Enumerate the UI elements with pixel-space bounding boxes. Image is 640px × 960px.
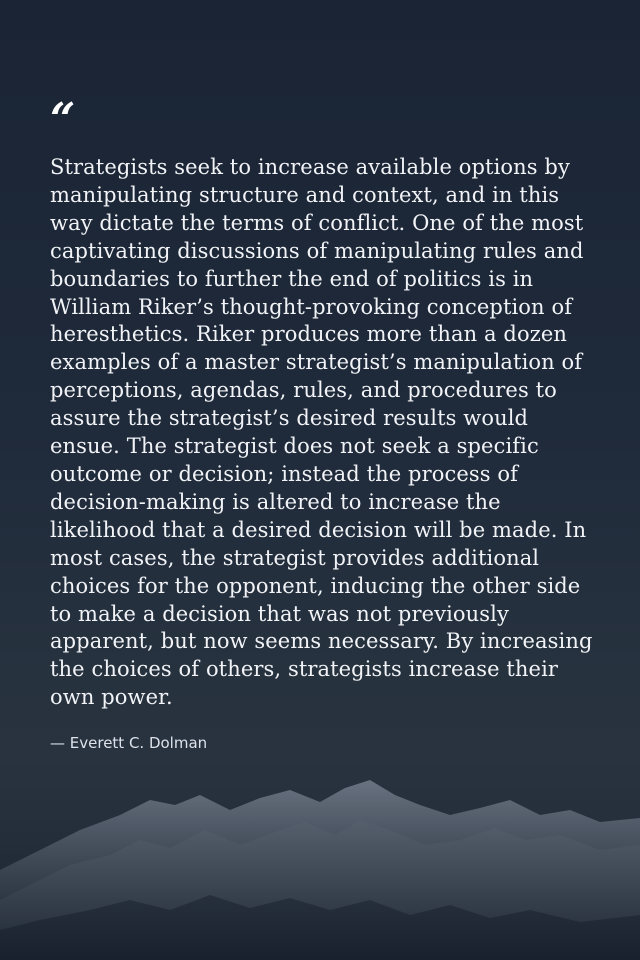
mountain-background (0, 760, 640, 960)
quote-author: — Everett C. Dolman (50, 734, 208, 753)
quote-mark-icon: “ (50, 94, 76, 145)
quote-text: Strategists seek to increase available options by manipulating structure and context, and in this way dictate the terms of conflict. One of the most captivating discussions of manipulating rules and boundaries to further the end of politics is in William Riker’s thought-provoking conception of heresthetics. Riker produces more than a dozen examples of a master strategist’s manipulation of perceptions, agendas, rules, and procedures to assure the strategist’s desired results would ensue. The strategist does not seek a specific outcome or decision; instead the process of decision-making is altered to increase the likelihood that a desired decision will be made. In most cases, the strategist provides additional choices for the opponent, inducing the other side to make a decision that was not previously apparent, but now seems necessary. By increasing the choices of others, strategists increase their own power. (50, 155, 593, 710)
quote-card (50, 94, 600, 753)
